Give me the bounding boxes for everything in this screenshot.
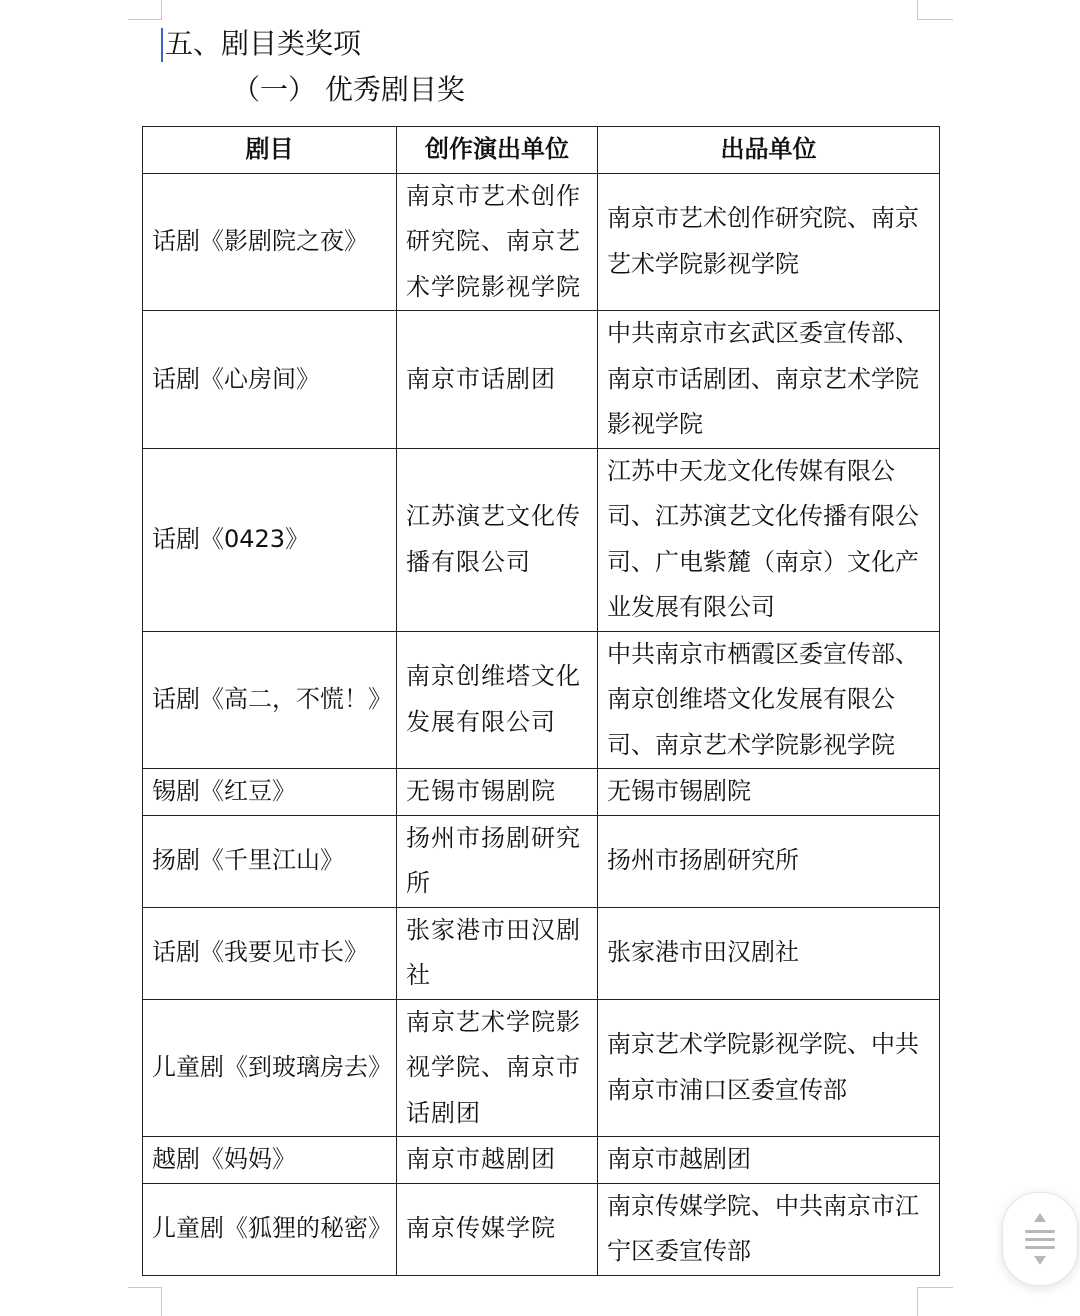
col-header-producer: 出品单位	[598, 127, 940, 174]
producer-cell: 南京市越剧团	[598, 1137, 940, 1184]
award-table	[142, 126, 940, 1276]
col-header-creator: 创作演出单位	[397, 127, 598, 174]
crop-mark	[917, 1287, 953, 1288]
creator-cell: 南京市艺术创作研究院、南京艺术学院影视学院	[397, 173, 598, 311]
sub-heading: （一） 优秀剧目奖	[232, 73, 465, 106]
table-row	[143, 999, 940, 1137]
table-row	[143, 173, 940, 311]
creator-cell: 江苏演艺文化传播有限公司	[397, 448, 598, 631]
crop-mark	[161, 1287, 162, 1316]
play-title-cell: 越剧《妈妈》	[143, 1137, 397, 1184]
producer-cell: 中共南京市栖霞区委宣传部、南京创维塔文化发展有限公司、南京艺术学院影视学院	[598, 631, 940, 769]
creator-cell: 张家港市田汉剧社	[397, 907, 598, 999]
table-row	[143, 815, 940, 907]
table-row	[143, 311, 940, 449]
crop-mark	[128, 19, 162, 20]
creator-cell: 无锡市锡剧院	[397, 769, 598, 816]
section-heading: 五、剧目类奖项	[165, 27, 362, 60]
text-cursor	[161, 28, 163, 62]
table-row	[143, 1137, 940, 1184]
producer-cell: 南京传媒学院、中共南京市江宁区委宣传部	[598, 1183, 940, 1275]
producer-cell: 中共南京市玄武区委宣传部、南京市话剧团、南京艺术学院影视学院	[598, 311, 940, 449]
scroll-button[interactable]	[1002, 1192, 1078, 1286]
producer-cell: 南京艺术学院影视学院、中共南京市浦口区委宣传部	[598, 999, 940, 1137]
creator-cell: 扬州市扬剧研究所	[397, 815, 598, 907]
play-title-cell: 话剧《0423》	[143, 448, 397, 631]
creator-cell: 南京传媒学院	[397, 1183, 598, 1275]
crop-mark	[917, 0, 918, 20]
producer-cell: 南京市艺术创作研究院、南京艺术学院影视学院	[598, 173, 940, 311]
play-title-cell: 话剧《心房间》	[143, 311, 397, 449]
table-row	[143, 769, 940, 816]
table-row	[143, 907, 940, 999]
creator-cell: 南京市越剧团	[397, 1137, 598, 1184]
producer-cell: 张家港市田汉剧社	[598, 907, 940, 999]
table-row	[143, 631, 940, 769]
creator-cell: 南京创维塔文化发展有限公司	[397, 631, 598, 769]
play-title-cell: 儿童剧《狐狸的秘密》	[143, 1183, 397, 1275]
play-title-cell: 话剧《高二，不慌！》	[143, 631, 397, 769]
scroll-arrows-icon	[1003, 1193, 1077, 1285]
producer-cell: 江苏中天龙文化传媒有限公司、江苏演艺文化传播有限公司、广电紫麓（南京）文化产业发展有限公司	[598, 448, 940, 631]
play-title-cell: 锡剧《红豆》	[143, 769, 397, 816]
play-title-cell: 话剧《我要见市长》	[143, 907, 397, 999]
crop-mark	[161, 0, 162, 20]
crop-mark	[917, 1287, 918, 1316]
crop-mark	[917, 19, 953, 20]
table-header-row	[143, 127, 940, 174]
play-title-cell: 话剧《影剧院之夜》	[143, 173, 397, 311]
producer-cell: 无锡市锡剧院	[598, 769, 940, 816]
play-title-cell: 儿童剧《到玻璃房去》	[143, 999, 397, 1137]
table-row	[143, 1183, 940, 1275]
play-title-cell: 扬剧《千里江山》	[143, 815, 397, 907]
crop-mark	[128, 1287, 162, 1288]
col-header-title: 剧目	[143, 127, 397, 174]
creator-cell: 南京艺术学院影视学院、南京市话剧团	[397, 999, 598, 1137]
creator-cell: 南京市话剧团	[397, 311, 598, 449]
producer-cell: 扬州市扬剧研究所	[598, 815, 940, 907]
table-row	[143, 448, 940, 631]
